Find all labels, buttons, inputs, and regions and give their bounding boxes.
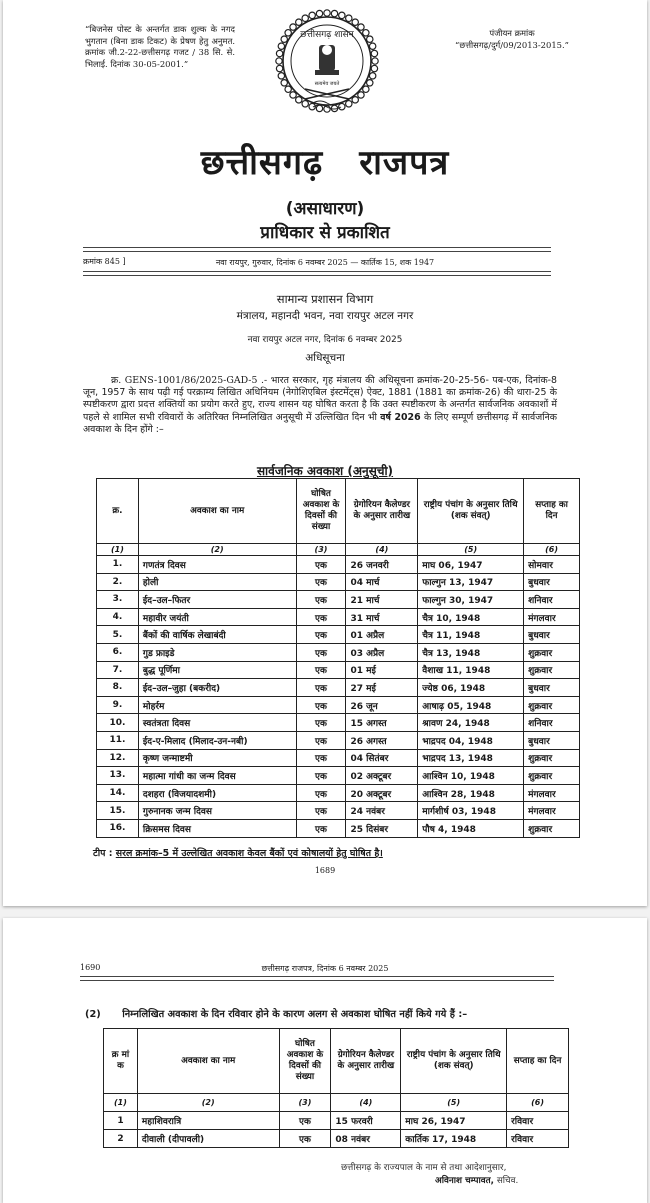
column-number: (2) (137, 1094, 279, 1112)
table-row (97, 661, 580, 679)
emblem-bead (276, 50, 282, 56)
gregorian-date: 15 अगस्त (346, 714, 418, 732)
header-rule-top (83, 247, 551, 252)
column-header: अवकाश का नाम (137, 1029, 279, 1094)
weekday: शनिवार (524, 591, 580, 609)
gregorian-date: 31 मार्च (346, 608, 418, 626)
days-count: एक (296, 626, 346, 644)
emblem-motto: सत्यमेव जयते (314, 81, 340, 87)
holiday-name: ईद-ए-मिलाद (मिलाद-उन-नबी) (138, 731, 296, 749)
column-header: सप्ताह का दिन (507, 1029, 569, 1094)
weekday: शनिवार (524, 714, 580, 732)
emblem-bead (346, 101, 352, 107)
holiday-name: महात्मा गांधी का जन्म दिवस (138, 767, 296, 785)
row-serial: 2. (97, 573, 139, 591)
issue-date-line: नवा रायपुर, गुरुवार, दिनांक 6 नवम्बर 2025 — कार्तिक 15, शक 1947 (215, 258, 435, 267)
notification-body: भारत सरकार, गृह मंत्रालय की अधिसूचना क्रमांक-20-25-56- पब-एक, दिनांक-8 जून, 1957 के साथ पढ़ी गई परक्राम्य लिखित अधिनियम (नेगोशिएबिल इंस्टमेंट्स) ऐक्ट, 1881 (1881 का क्रमांक-26) की धारा-25 के स्पष्टीकरण द्वारा प्रदत्त शक्तियों का प्रयोग करते हुए, राज्य शासन यह घोषित करता है कि उक्त स्पष्टीकरण के अन्तर्गत सार्वजनिक अवकाशों में पहले से शामिल सभी रविवारों के अतिरिक्त निम्नलिखित अनुसूची में उल्लिखित दिन भी (83, 375, 557, 423)
emblem-bead (358, 24, 364, 30)
gazette-subtitle-authority: प्राधिकार से प्रकाशित (260, 223, 390, 243)
holiday-name: मोहर्रम (138, 696, 296, 714)
holiday-name: महावीर जयंती (138, 608, 296, 626)
holiday-name: स्वतंत्रता दिवस (138, 714, 296, 732)
registration-number: “छत्तीसगढ़/दुर्ग/09/2013-2015.” (455, 40, 569, 50)
header-rule-bottom (83, 271, 551, 276)
row-serial: 11. (97, 731, 139, 749)
weekday: बुधवार (524, 679, 580, 697)
place-date: नवा रायपुर अटल नगर, दिनांक 6 नवम्बर 2025 (247, 335, 403, 345)
weekday: रविवार (507, 1112, 569, 1130)
table-header-row (97, 479, 580, 544)
row-serial: 1 (104, 1112, 138, 1130)
saka-date: फाल्गुन 13, 1947 (418, 573, 524, 591)
row-serial: 6. (97, 643, 139, 661)
saka-date: माघ 26, 1947 (401, 1112, 507, 1130)
days-count: एक (296, 731, 346, 749)
running-head: छत्तीसगढ़ राजपत्र, दिनांक 6 नवम्बर 2025 (261, 964, 389, 973)
row-serial: 15. (97, 802, 139, 820)
holiday-name: गुरुनानक जन्म दिवस (138, 802, 296, 820)
emblem-bead (278, 43, 284, 49)
emblem-bead (296, 19, 302, 25)
header-rule (80, 976, 554, 981)
weekday: शुक्रवार (524, 819, 580, 837)
table-row (97, 714, 580, 732)
saka-date: पौष 4, 1948 (418, 819, 524, 837)
row-serial: 10. (97, 714, 139, 732)
row-serial: 8. (97, 679, 139, 697)
column-header: घोषित अवकाश के दिवसों की संख्या (279, 1029, 331, 1094)
days-count: एक (279, 1130, 331, 1148)
holiday-name: गुड फ्राइडे (138, 643, 296, 661)
gregorian-date: 08 नवंबर (331, 1130, 401, 1148)
weekday: रविवार (507, 1130, 569, 1148)
emblem-bead (296, 97, 302, 103)
table-row (97, 802, 580, 820)
section-number: (2) (85, 1009, 101, 1020)
column-number: (3) (296, 544, 346, 556)
days-count: एक (296, 714, 346, 732)
row-serial: 3. (97, 591, 139, 609)
emblem-bead (324, 10, 330, 16)
registration-note (427, 27, 597, 51)
emblem-bead (302, 101, 308, 107)
table-row (97, 784, 580, 802)
column-number: (4) (331, 1094, 401, 1112)
gazette-title (3, 138, 647, 184)
emblem-bead (367, 36, 373, 42)
column-number: (6) (524, 544, 580, 556)
holiday-name: ईद–उल–जुहा (बकरीद) (138, 679, 296, 697)
gazette-title-rajpatra: राजपत्र (359, 143, 450, 183)
row-serial: 2 (104, 1130, 138, 1148)
holiday-name: दशहरा (विजयादशमी) (138, 784, 296, 802)
emblem-bead (290, 24, 296, 30)
emblem-bead (302, 15, 308, 21)
column-number: (2) (138, 544, 296, 556)
table-row (97, 608, 580, 626)
table-row (97, 591, 580, 609)
emblem-bead (371, 50, 377, 56)
table-row (97, 749, 580, 767)
days-count: एक (296, 767, 346, 785)
emblem-top-text: छत्तीसगढ़ शासन (300, 30, 354, 40)
gregorian-date: 03 अप्रैल (346, 643, 418, 661)
gregorian-date: 26 अगस्त (346, 731, 418, 749)
emblem-bead (346, 15, 352, 21)
postal-permit-note: “बिजनेस पोस्ट के अन्तर्गत डाक शुल्क के नगद भुगतान (बिना डाक टिकट) के प्रेषण हेतु अनुमत. क्रमांक जी.2-22-छत्तीसगढ़ गजट / 38 सि. से. भिलाई. दिनांक 30-05-2001.” (85, 24, 235, 69)
days-count: एक (296, 802, 346, 820)
emblem-bead (276, 65, 282, 71)
weekday: बुधवार (524, 731, 580, 749)
column-number: (5) (401, 1094, 507, 1112)
emblem-bead (371, 65, 377, 71)
column-header: क्र मां क (104, 1029, 138, 1094)
page-number: 1690 (80, 963, 101, 972)
weekday: मंगलवार (524, 802, 580, 820)
gregorian-date: 20 अक्टूबर (346, 784, 418, 802)
emblem-bead (290, 92, 296, 98)
days-count: एक (296, 661, 346, 679)
column-number: (5) (418, 544, 524, 556)
days-count: एक (296, 643, 346, 661)
weekday: शुक्रवार (524, 749, 580, 767)
weekday: बुधवार (524, 626, 580, 644)
weekday: बुधवार (524, 573, 580, 591)
holiday-name: बैंकों की वार्षिक लेखाबंदी (138, 626, 296, 644)
saka-date: भाद्रपद 13, 1948 (418, 749, 524, 767)
column-header: अवकाश का नाम (138, 479, 296, 544)
emblem-bead (281, 36, 287, 42)
weekday: शुक्रवार (524, 661, 580, 679)
gregorian-date: 01 मई (346, 661, 418, 679)
emblem-bead (276, 58, 282, 64)
saka-date: भाद्रपद 04, 1948 (418, 731, 524, 749)
column-number: (4) (346, 544, 418, 556)
holiday-name: होली (138, 573, 296, 591)
notification-heading: अधिसूचना (305, 352, 345, 364)
saka-date: श्रावण 24, 1948 (418, 714, 524, 732)
emblem-bead (369, 43, 375, 49)
row-serial: 7. (97, 661, 139, 679)
gregorian-date: 15 फरवरी (331, 1112, 401, 1130)
row-serial: 14. (97, 784, 139, 802)
emblem-bead (367, 80, 373, 86)
saka-date: ज्येष्ठ 06, 1948 (418, 679, 524, 697)
row-serial: 12. (97, 749, 139, 767)
weekday: शुक्रवार (524, 643, 580, 661)
emblem-bead (316, 105, 322, 111)
emblem-bead (339, 103, 345, 109)
column-header: राष्ट्रीय पंचांग के अनुसार तिथि (शक संवत्) (418, 479, 524, 544)
section-2-heading (85, 1007, 467, 1020)
row-serial: 13. (97, 767, 139, 785)
gregorian-date: 21 मार्च (346, 591, 418, 609)
emblem-bead (339, 12, 345, 18)
column-header: घोषित अवकाश के दिवसों की संख्या (296, 479, 346, 544)
gazette-subtitle-extraordinary: (असाधारण) (285, 199, 365, 219)
days-count: एक (296, 679, 346, 697)
signatory-name: अविनाश चम्पावत, (435, 1176, 495, 1186)
holiday-name: गणतंत्र दिवस (138, 556, 296, 574)
emblem-bead (369, 73, 375, 79)
saka-date: फाल्गुन 30, 1947 (418, 591, 524, 609)
notification-paragraph (83, 375, 557, 436)
gregorian-date: 01 अप्रैल (346, 626, 418, 644)
table-header-row (104, 1029, 569, 1094)
table-row (97, 696, 580, 714)
table-row (97, 819, 580, 837)
signature-authority-line: छत्तीसगढ़ के राज्यपाल के नाम से तथा आदेशानुसार, (341, 1163, 507, 1173)
footnote (93, 846, 383, 859)
notification-year: वर्ष 2026 (380, 411, 421, 423)
saka-date: वैशाख 11, 1948 (418, 661, 524, 679)
emblem-bead (331, 10, 337, 16)
schedule-title: सार्वजनिक अवकाश (अनुसूची) (256, 464, 394, 478)
row-serial: 4. (97, 608, 139, 626)
saka-date: चैत्र 11, 1948 (418, 626, 524, 644)
row-serial: 16. (97, 819, 139, 837)
days-count: एक (279, 1112, 331, 1130)
holiday-name: क्रिसमस दिवस (138, 819, 296, 837)
emblem-bead (309, 12, 315, 18)
emblem-bead (358, 92, 364, 98)
signature-block (435, 1174, 518, 1186)
emblem-bead (278, 73, 284, 79)
column-number: (1) (97, 544, 139, 556)
row-serial: 1. (97, 556, 139, 574)
emblem-bead (285, 30, 291, 36)
table-row (97, 731, 580, 749)
saka-date: आषाढ़ 05, 1948 (418, 696, 524, 714)
days-count: एक (296, 784, 346, 802)
department-address: मंत्रालय, महानदी भवन, नवा रायपुर अटल नगर (236, 310, 414, 322)
saka-date: आश्विन 10, 1948 (418, 767, 524, 785)
table-row (97, 767, 580, 785)
emblem-bead (285, 86, 291, 92)
days-count: एक (296, 749, 346, 767)
section-text: निम्नलिखित अवकाश के दिन रविवार होने के कारण अलग से अवकाश घोषित नहीं किये गये हैं :– (122, 1009, 468, 1020)
column-header: राष्ट्रीय पंचांग के अनुसार तिथि (शक संवत्) (401, 1029, 507, 1094)
days-count: एक (296, 556, 346, 574)
column-header: ग्रेगोरियन कैलेण्डर के अनुसार तारीख (346, 479, 418, 544)
emblem-bead (363, 86, 369, 92)
weekday: शुक्रवार (524, 696, 580, 714)
column-number: (3) (279, 1094, 331, 1112)
emblem-bead (352, 97, 358, 103)
holiday-name: कृष्ण जन्माष्टमी (138, 749, 296, 767)
days-count: एक (296, 573, 346, 591)
saka-date: चैत्र 10, 1948 (418, 608, 524, 626)
gregorian-date: 04 मार्च (346, 573, 418, 591)
weekday: शुक्रवार (524, 767, 580, 785)
notification-tail: के लिए सम्पूर्ण छत्तीसगढ़ में सार्वजनिक अवकाश के दिन होंगे :– (83, 411, 557, 435)
holiday-name: बुद्ध पूर्णिमा (138, 661, 296, 679)
gregorian-date: 25 दिसंबर (346, 819, 418, 837)
table-row (104, 1112, 569, 1130)
gregorian-date: 02 अक्टूबर (346, 767, 418, 785)
gazette-page-1690 (3, 918, 647, 1203)
footnote-text: सरल क्रमांक–5 में उल्लेखित अवकाश केवल बैंकों एवं कोषालयों हेतु घोषित है। (115, 848, 383, 859)
days-count: एक (296, 608, 346, 626)
saka-date: आश्विन 28, 1948 (418, 784, 524, 802)
column-header: सप्ताह का दिन (524, 479, 580, 544)
table-row (97, 573, 580, 591)
gregorian-date: 24 नवंबर (346, 802, 418, 820)
column-header: क्र. (97, 479, 139, 544)
row-serial: 9. (97, 696, 139, 714)
saka-date: चैत्र 13, 1948 (418, 643, 524, 661)
gregorian-date: 27 मई (346, 679, 418, 697)
gazette-page-1689 (3, 0, 647, 906)
emblem-bead (372, 58, 378, 64)
emblem-bead (281, 80, 287, 86)
department-name: सामान्य प्रशासन विभाग (276, 292, 374, 306)
weekday: मंगलवार (524, 784, 580, 802)
gazette-title-state: छत्तीसगढ़ (200, 143, 324, 183)
footnote-label: टीप : (93, 848, 113, 859)
days-count: एक (296, 696, 346, 714)
gregorian-date: 26 जनवरी (346, 556, 418, 574)
emblem-bead (363, 30, 369, 36)
row-serial: 5. (97, 626, 139, 644)
saka-date: कार्तिक 17, 1948 (401, 1130, 507, 1148)
emblem-bead (352, 19, 358, 25)
saka-date: माघ 06, 1947 (418, 556, 524, 574)
days-count: एक (296, 591, 346, 609)
gregorian-date: 04 सितंबर (346, 749, 418, 767)
issue-number: क्रमांक 845 ] (83, 257, 126, 266)
sunday-holidays-table (103, 1028, 569, 1148)
gregorian-date: 26 जून (346, 696, 418, 714)
holiday-name: दीवाली (दीपावली) (137, 1130, 279, 1148)
table-row (104, 1130, 569, 1148)
column-number: (1) (104, 1094, 138, 1112)
column-number-row (97, 544, 580, 556)
weekday: मंगलवार (524, 608, 580, 626)
weekday: सोमवार (524, 556, 580, 574)
registration-label: पंजीयन क्रमांक (489, 28, 535, 38)
emblem-bead (316, 10, 322, 16)
column-header: ग्रेगोरियन कैलेण्डर के अनुसार तारीख (331, 1029, 401, 1094)
public-holidays-table (96, 478, 580, 838)
state-emblem-icon (275, 3, 379, 127)
table-row (97, 626, 580, 644)
notification-ref: क्र. GENS-1001/86/2025-GAD-5 .- (111, 375, 268, 386)
table-row (97, 679, 580, 697)
column-number: (6) (507, 1094, 569, 1112)
table-row (97, 556, 580, 574)
saka-date: मार्गशीर्ष 03, 1948 (418, 802, 524, 820)
table-row (97, 643, 580, 661)
signatory-title: सचिव. (496, 1176, 519, 1186)
days-count: एक (296, 819, 346, 837)
holiday-name: महाशिवरात्रि (137, 1112, 279, 1130)
page-number: 1689 (314, 866, 336, 875)
column-number-row (104, 1094, 569, 1112)
holiday-name: ईद–उल–फितर (138, 591, 296, 609)
